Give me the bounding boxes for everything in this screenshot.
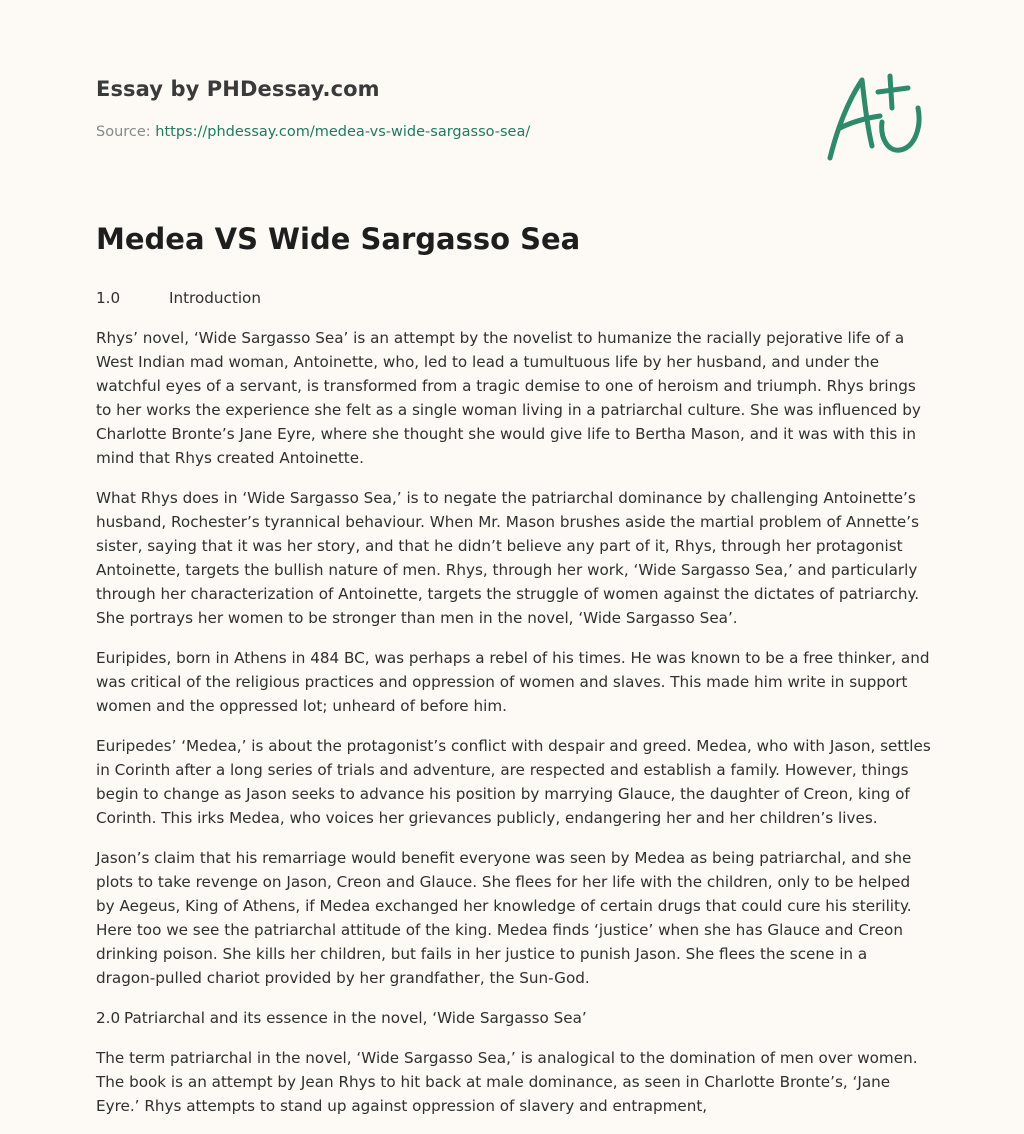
section-number: 1.0 — [96, 289, 121, 307]
section-heading-intro — [96, 286, 931, 310]
site-brand: Essay by PHDessay.com — [96, 77, 380, 101]
section-heading-patriarchal — [96, 1006, 931, 1030]
essay-title: Medea VS Wide Sargasso Sea — [96, 222, 581, 256]
source-label: Source: — [96, 124, 156, 140]
paragraph: Euripedes’ ‘Medea,’ is about the protagonist’s conflict with despair and greed. Medea, who with Jason, settles in Corinth after a long series of trials and adventure, are respected and establish a family. However, things begin to change as Jason seeks to advance his position by marrying Glauce, the daughter of Creon, king of Corinth. This irks Medea, who voices her grievances publicly, endangering her and her children’s lives. — [96, 737, 931, 827]
section-title: Introduction — [169, 289, 261, 307]
paragraph: Rhys’ novel, ‘Wide Sargasso Sea’ is an attempt by the novelist to humanize the racially pejorative life of a West Indian mad woman, Antoinette, who, led to lead a tumultuous life by her husband, and under the watchful eyes of a servant, is transformed from a tragic demise to one of heroism and triumph. Rhys brings to her works the experience she felt as a single woman living in a patriarchal culture. She was influenced by Charlotte Bronte’s Jane Eyre, where she thought she would give life to Bertha Mason, and it was with this in mind that Rhys created Antoinette. — [96, 329, 921, 467]
source-line — [96, 124, 530, 140]
paragraph: Euripides, born in Athens in 484 BC, was perhaps a rebel of his times. He was known to be a free thinker, and was critical of the religious practices and oppression of women and slaves. This made him write in support women and the oppressed lot; unheard of before him. — [96, 649, 930, 715]
a-plus-logo-icon — [818, 66, 928, 166]
section-title: Patriarchal and its essence in the novel, ‘Wide Sargasso Sea’ — [124, 1009, 587, 1027]
source-link[interactable]: https://phdessay.com/medea-vs-wide-sargasso-sea/ — [155, 124, 531, 140]
paragraph: What Rhys does in ‘Wide Sargasso Sea,’ is to negate the patriarchal dominance by challenging Antoinette’s husband, Rochester’s tyrannical behaviour. When Mr. Mason brushes aside the martial problem of Annette’s sister, saying that it was her story, and that he didn’t believe any part of it, Rhys, through her protagonist Antoinette, targets the bullish nature of men. Rhys, through her work, ‘Wide Sargasso Sea,’ and particularly through her characterization of Antoinette, targets the struggle of women against the dictates of patriarchy. She portrays her women to be stronger than men in the novel, ‘Wide Sargasso Sea’. — [96, 489, 920, 627]
essay-body — [96, 286, 931, 1134]
section-number: 2.0 — [96, 1009, 121, 1027]
paragraph: Jason’s claim that his remarriage would benefit everyone was seen by Medea as being patriarchal, and she plots to take revenge on Jason, Creon and Glauce. She flees for her life with the children, only to be helped by Aegeus, King of Athens, if Medea exchanged her knowledge of certain drugs that could cure his sterility. Here too we see the patriarchal attitude of the king. Medea finds ‘justice’ when she has Glauce and Creon drinking poison. She kills her children, but fails in her justice to punish Jason. She flees the scene in a dragon-pulled chariot provided by her grandfather, the Sun-God. — [96, 849, 912, 987]
paragraph: The term patriarchal in the novel, ‘Wide Sargasso Sea,’ is analogical to the domination of men over women. The book is an attempt by Jean Rhys to hit back at male dominance, as seen in Charlotte Bronte’s, ‘Jane Eyre.’ Rhys attempts to stand up against oppression of slavery and entrapment, — [96, 1049, 918, 1115]
